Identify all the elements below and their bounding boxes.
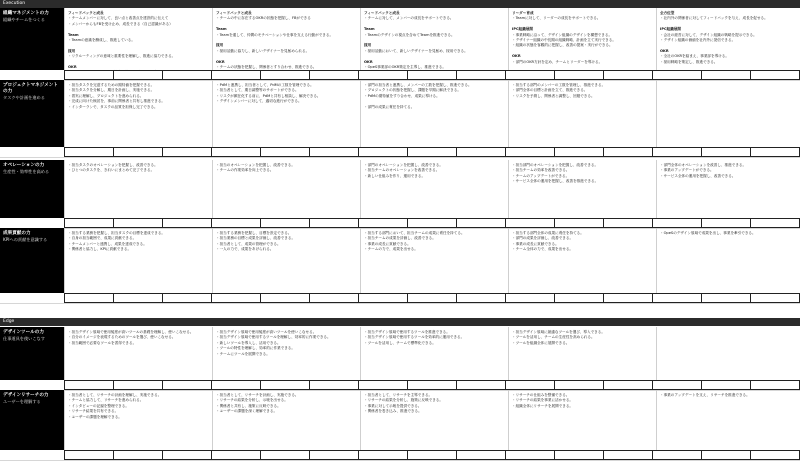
row-label	[0, 327, 64, 380]
score-input-box[interactable]	[113, 218, 162, 228]
score-input-box[interactable]	[750, 450, 800, 460]
score-input-box[interactable]	[309, 218, 358, 228]
criteria-cell	[360, 327, 508, 380]
cell-text: ・担当タスクのオペレーションを把握し、改善できる。	[68, 163, 158, 167]
criteria-cell	[360, 80, 508, 147]
score-input-box[interactable]	[456, 450, 505, 460]
cell-text: ・完成に向けた検討を、事前に関係者と共有し推進できる。	[68, 99, 166, 104]
score-input-box[interactable]	[505, 450, 554, 460]
score-input-box[interactable]	[113, 147, 162, 157]
cell-heading: 採用	[216, 43, 224, 48]
criteria-cell	[656, 228, 804, 293]
score-input-box[interactable]	[113, 450, 162, 460]
score-input-box[interactable]	[113, 293, 162, 303]
criteria-cell	[360, 228, 508, 293]
row-label-title: デザインツールの力	[3, 330, 44, 335]
criteria-cell	[212, 80, 360, 147]
cell-text: ・担当デザイン領域に最適なツールを選び、導入できる。	[512, 330, 605, 334]
row-label-title: 成果貢献の力	[3, 231, 31, 236]
cell-text: ・採用戦略を策定し、推進できる。	[660, 59, 718, 64]
row-label-title: プロジェクトマネジメントの力	[3, 83, 58, 94]
score-input-box[interactable]	[211, 293, 260, 303]
cell-text: ・サービス全体の運用を把握し、改善できる。	[660, 173, 736, 178]
score-input-box[interactable]	[456, 380, 505, 390]
criteria-cell	[64, 8, 212, 70]
criteria-cell	[508, 327, 656, 380]
cell-text: ・事業戦略に沿って、デザイン組織のデザインを構想できる。	[512, 32, 613, 37]
score-input-row	[64, 147, 800, 157]
row-label-title: オペレーションの力	[3, 163, 45, 168]
cell-text: ・担当タスクを分解し、期日を計画し、実施できる。	[68, 88, 155, 93]
cell-text: ・リサーチの仕組みを整備できる。	[512, 393, 570, 397]
score-input-box[interactable]	[505, 293, 554, 303]
cell-text: ・担当デザイン領域で使用するツールを効率的に運用できる。	[364, 335, 465, 340]
cell-text: ・会社の経営に対して、デザイン組織の戦略を提示できる。	[660, 32, 757, 37]
criteria-cell	[64, 228, 212, 293]
row-label	[0, 390, 64, 450]
criteria-cell	[508, 228, 656, 293]
cell-text: ・リサーチの結果を事業に活かせる。	[512, 398, 574, 403]
score-input-box[interactable]	[64, 147, 113, 157]
cell-text: ・リサーチ結果を共有できる。	[68, 409, 119, 414]
cell-text: ・全社のOKRを踏まえ、事業部を導ける。	[660, 54, 729, 59]
score-input-box[interactable]	[652, 380, 701, 390]
cell-text: ・担当業務の目標と成果を評価し、改善できる。	[216, 236, 296, 241]
score-input-box[interactable]	[260, 450, 309, 460]
score-input-box[interactable]	[505, 380, 554, 390]
cell-text: ・チームの作業効率を向上できる。	[216, 168, 274, 173]
cell-heading: OKR	[364, 59, 373, 64]
score-input-row	[64, 70, 800, 80]
score-input-box[interactable]	[407, 147, 456, 157]
cell-text: ・担当者として、期日調整等のサポートができる。	[216, 88, 299, 93]
score-input-box[interactable]	[64, 218, 113, 228]
score-input-box[interactable]	[407, 450, 456, 460]
cell-text: ・担当する部門全体の成果に責任を持てる。	[512, 231, 584, 235]
cell-text: ・チームメンバーと連携し、成果を達成できる。	[68, 241, 147, 246]
score-input-box[interactable]	[456, 70, 505, 80]
row-divider	[0, 157, 800, 158]
score-input-box[interactable]	[750, 70, 800, 80]
row-label-title: デザインリサーチの力	[3, 393, 49, 398]
cell-text: ・ツールを組織全体に展開できる。	[512, 340, 570, 345]
score-input-box[interactable]	[211, 147, 260, 157]
cell-text: ・ツールの特性を理解し、効率的に作業できる。	[216, 346, 295, 351]
cell-text: ・着実に理解し、プロジェクトを進められる。	[68, 93, 144, 98]
cell-text: ・部門全体の目標と計画を立て、推進できる。	[512, 88, 588, 93]
cell-heading: 採用	[364, 43, 372, 48]
cell-text: ・チームにツールを展開できる。	[216, 351, 270, 356]
cell-heading: IPC組織展開	[512, 27, 533, 32]
row-label-subtitle: 組織やチームをつくる	[3, 17, 45, 22]
score-input-box[interactable]	[701, 70, 750, 80]
cell-text: ・担当チームの成果を評価し、改善できる。	[364, 236, 436, 241]
criteria-cell	[360, 8, 508, 70]
score-input-box[interactable]	[358, 450, 407, 460]
score-input-box[interactable]	[505, 70, 554, 80]
score-input-box[interactable]	[456, 218, 505, 228]
cell-heading: フィードバックと成長	[68, 11, 104, 15]
cell-heading: リーダー育成	[512, 11, 534, 15]
score-input-box[interactable]	[750, 218, 800, 228]
criteria-cell	[508, 80, 656, 147]
score-input-box[interactable]	[652, 450, 701, 460]
cell-text: ・デザイナー組織の中長期の組織戦略、計画を立て実行できる。	[512, 38, 616, 43]
section-header-execution: Execution	[0, 0, 800, 8]
cell-text: ・チームメンバーに対して、良い点と改善点を建設的に伝えて	[68, 16, 169, 21]
cell-text: ・担当部門のオペレーションを把握し、改善できる。	[512, 163, 599, 167]
score-input-box[interactable]	[603, 380, 652, 390]
criteria-cell	[212, 8, 360, 70]
score-input-box[interactable]	[701, 147, 750, 157]
cell-text: ・担当デザイン領域で使用頻度が高いツールの基礎を理解し、使いこなせる。	[68, 330, 194, 334]
score-input-box[interactable]	[260, 380, 309, 390]
cell-text: ・担当者として、リサーチを主導できる。	[364, 393, 433, 397]
cell-text: ・チームの状態を把握し、関係者とすり合わせ、推進できる。	[216, 65, 317, 70]
cell-text: ・PdMと連携し、担当者として、PdMの工数を管理できる。	[216, 83, 314, 87]
cell-text: ・担当デザイン領域で使用するツールを推進できる。	[364, 330, 450, 334]
cell-text: ・担当する部門において、担当チームの成果に責任を持てる。	[364, 231, 465, 235]
score-input-box[interactable]	[456, 147, 505, 157]
cell-text: ・担当者として、成果の管理ができる。	[216, 241, 281, 246]
cell-text: ・チームのアップデートができる。	[512, 173, 570, 178]
row-label-subtitle: 仕事道具を使いこなす	[3, 336, 45, 341]
score-input-box[interactable]	[309, 147, 358, 157]
score-input-box[interactable]	[260, 293, 309, 303]
cell-text: ・関係者と共有し、施策に反映できる。	[216, 403, 281, 408]
criteria-cell	[656, 8, 804, 70]
score-input-box[interactable]	[701, 450, 750, 460]
cell-text: ・関係者と協力し、KPIに貢献できる。	[68, 247, 132, 252]
score-input-box[interactable]	[309, 450, 358, 460]
score-input-box[interactable]	[64, 380, 113, 390]
score-input-box[interactable]	[750, 380, 800, 390]
score-input-box[interactable]	[113, 380, 162, 390]
score-input-box[interactable]	[554, 218, 603, 228]
cell-text: ・部門の成果に責任を持てる。	[364, 104, 415, 109]
criteria-cell	[508, 160, 656, 218]
cell-text: ・部門全体のオペレーションを改善し、推進できる。	[660, 163, 747, 167]
score-input-box[interactable]	[162, 70, 211, 80]
cell-text: ・チーム全体の力で、成果を出せる。	[512, 247, 574, 252]
score-input-box[interactable]	[652, 147, 701, 157]
score-input-box[interactable]	[652, 70, 701, 80]
score-input-box[interactable]	[64, 70, 113, 80]
criteria-cell	[656, 160, 804, 218]
criteria-cell	[508, 390, 656, 450]
criteria-cell	[64, 390, 212, 450]
cell-text: ・事業のアップデートができる。	[660, 168, 714, 173]
criteria-cell	[212, 228, 360, 293]
score-input-box[interactable]	[407, 218, 456, 228]
cell-text: ・PdMの期待値をすり合わせ、成果に導ける。	[364, 93, 440, 98]
cell-text: ・部門のOKR方針を定め、チームとリーダーを導ける。	[512, 59, 603, 64]
row-label	[0, 228, 64, 293]
criteria-cell	[212, 160, 360, 218]
criteria-cell	[360, 390, 508, 450]
cell-text: ・担当チームの効率を改善できる。	[512, 168, 570, 173]
cell-text: ・プロジェクトの状態を把握し、課題を早期に解決できる。	[364, 88, 461, 93]
cell-text: ・Teamに対して、リーダーの成長をサポートできる。	[512, 16, 601, 21]
criteria-cell	[656, 390, 804, 450]
score-input-box[interactable]	[260, 147, 309, 157]
score-input-box[interactable]	[260, 70, 309, 80]
score-input-box[interactable]	[358, 70, 407, 80]
cell-heading: フィードバックと成長	[364, 11, 400, 15]
score-input-box[interactable]	[260, 218, 309, 228]
score-input-box[interactable]	[603, 70, 652, 80]
cell-text: ・チームの中に存在するOKRの状態を把握し、FBができる	[216, 16, 311, 21]
criteria-cell	[360, 160, 508, 218]
criteria-cell	[656, 80, 804, 147]
cell-text: ・ユーザーの課題を理解できる。	[68, 414, 122, 419]
cell-text: ・担当タスクを完遂するための期待値を把握できる。	[68, 83, 155, 87]
score-input-box[interactable]	[162, 380, 211, 390]
cell-text: ・事業のアップデートを支え、リサーチを推進できる。	[660, 393, 750, 397]
row-label-subtitle: タスクや計画を進める	[3, 95, 45, 100]
criteria-cell	[64, 327, 212, 380]
cell-text: ・事業の成長に貢献できる。	[364, 241, 411, 246]
cell-text: ・関係者を巻き込み、推進できる。	[364, 409, 422, 414]
cell-text: ・Teamのデザインの視点を含めてTeamを推進できる。	[364, 32, 455, 37]
score-input-box[interactable]	[554, 147, 603, 157]
cell-text: ・リスクを予測し、関係者と調整し、回避できる。	[512, 93, 595, 98]
score-input-box[interactable]	[505, 218, 554, 228]
cell-text: ・Teamの意識を醸成し、推進している。	[68, 38, 135, 43]
cell-text: ・ツールを活用し、チームの生産性を高められる。	[512, 335, 595, 340]
cell-text: ・組織の状態を客観的に把握し、改善の提案・実行ができる。	[512, 43, 613, 48]
cell-heading: Team	[364, 27, 375, 32]
cell-heading: IPC組織展開	[660, 27, 681, 32]
cell-text: ・担当デザイン領域で使用するツールを理解し、効率的に作業できる。	[216, 335, 331, 340]
score-input-box[interactable]	[603, 147, 652, 157]
score-input-box[interactable]	[162, 147, 211, 157]
cell-text: ・採用活動において、新しいデザイナーを見極め、採用できる。	[364, 48, 468, 53]
cell-text: ・デザインメンバーに対して、適切な進行ができる。	[216, 99, 302, 104]
criteria-cell	[64, 80, 212, 147]
criteria-cell	[64, 160, 212, 218]
cell-text: ・担当チームのオペレーションを改善できる。	[364, 168, 440, 173]
score-input-box[interactable]	[113, 70, 162, 80]
score-input-box[interactable]	[652, 218, 701, 228]
row-label-title: 組織マネジメントの力	[3, 11, 49, 16]
cell-text: ・リスクが顕在化する前に、PdMと共有し相談し、解決できる。	[216, 93, 321, 98]
score-input-box[interactable]	[554, 450, 603, 460]
score-input-box[interactable]	[162, 218, 211, 228]
score-input-box[interactable]	[309, 70, 358, 80]
row-label	[0, 80, 64, 147]
criteria-cell	[212, 390, 360, 450]
cell-text: ・事業に対して示唆を提供できる。	[364, 403, 422, 408]
score-input-box[interactable]	[358, 218, 407, 228]
row-divider	[0, 303, 800, 304]
cell-text: ・部門のオペレーションを把握し、改善できる。	[364, 163, 443, 167]
score-input-box[interactable]	[701, 293, 750, 303]
cell-text: ・ユーザーの課題を深く理解できる。	[216, 409, 278, 414]
score-input-box[interactable]	[64, 293, 113, 303]
score-input-row	[64, 218, 800, 228]
cell-text: ・組織全体にリサーチを展開できる。	[512, 403, 574, 408]
cell-text: ・ひとつのタスクを、きれいにまとめて完了できる。	[68, 168, 155, 173]
score-input-box[interactable]	[358, 147, 407, 157]
cell-heading: OKR	[660, 48, 669, 53]
score-input-box[interactable]	[211, 450, 260, 460]
cell-text: ・自身の担当範囲で、成果に貢献できる。	[68, 236, 137, 241]
cell-heading: 採用	[68, 48, 76, 53]
row-label	[0, 160, 64, 218]
score-input-row	[64, 293, 800, 303]
cell-heading: Team	[68, 32, 79, 37]
score-input-box[interactable]	[554, 70, 603, 80]
cell-heading: 全方位型	[660, 11, 675, 15]
cell-text: ・チームと協力して、リサーチを進められる。	[68, 398, 144, 403]
score-input-box[interactable]	[211, 218, 260, 228]
cell-heading: フィードバックと成長	[216, 11, 252, 15]
score-input-box[interactable]	[701, 218, 750, 228]
cell-text: ・チームに対して、メンバーの成長をサポートできる。	[364, 16, 454, 21]
section-header-edge: Edge	[0, 318, 800, 326]
row-label-subtitle: KPIへの貢献を意識する	[3, 237, 48, 242]
cell-text: ・部門の成果を評価し、改善できる。	[512, 236, 574, 241]
cell-text: ・Teamを通して、仲間のモチベーションや仕事を支える行動ができる。	[216, 32, 334, 37]
cell-text: ・担当者として、リサーチの計画を理解し、実施できる。	[68, 393, 162, 397]
score-input-box[interactable]	[162, 450, 211, 460]
cell-text: ・リクルーティングの意味と重要性を理解し、推進に協力できる。	[68, 54, 176, 59]
score-input-row	[64, 380, 800, 390]
cell-heading: Team	[216, 27, 227, 32]
score-input-box[interactable]	[309, 380, 358, 390]
cell-text: ・チームの力で、成果を出せる。	[364, 247, 418, 252]
cell-text: ・担当する業務を把握し、目標を設定できる。	[216, 231, 292, 235]
row-label-subtitle: 生産性・効率性を高める	[3, 169, 50, 174]
score-input-row	[64, 450, 800, 460]
cell-heading: OKR	[216, 59, 225, 64]
cell-text: ・担当する業務を把握し、担当タスクの目標を達成できる。	[68, 231, 166, 235]
row-label	[0, 8, 64, 70]
cell-text: ・部門の担当者と連携し、メンバーの工数を把握し、推進できる。	[364, 83, 472, 87]
criteria-cell	[508, 8, 656, 70]
score-input-box[interactable]	[603, 293, 652, 303]
score-input-box[interactable]	[211, 380, 260, 390]
score-input-box[interactable]	[505, 147, 554, 157]
cell-text: ・インタビューの記録を整理できる。	[68, 403, 129, 408]
cell-text: ・ツールを活用し、チームで標準化できる。	[364, 340, 436, 345]
score-input-box[interactable]	[309, 293, 358, 303]
cell-text: ・担当者として、リサーチを計画し、実施できる。	[216, 393, 299, 397]
cell-text: ・担当範囲で必要なツールを習得できる。	[68, 340, 137, 345]
score-input-box[interactable]	[358, 293, 407, 303]
criteria-cell	[212, 327, 360, 380]
cell-text: ・リサーチの結果を分析し、施策に反映できる。	[364, 398, 443, 403]
row-label-subtitle: ユーザーを理解する	[3, 399, 41, 404]
cell-heading: OKR	[68, 65, 77, 70]
score-input-box[interactable]	[407, 380, 456, 390]
score-input-box[interactable]	[211, 70, 260, 80]
score-input-box[interactable]	[603, 218, 652, 228]
cell-text: ・インターランで、タスクの品質を担保し完了できる。	[68, 104, 158, 109]
cell-text: ・担当デザイン領域で使用頻度が高いツールを使いこなせる。	[216, 330, 317, 334]
score-input-box[interactable]	[750, 293, 800, 303]
cell-text: ・デザイン組織の価値を社内外に発信できる。	[660, 38, 736, 43]
cell-text: ・担当のオペレーションを把握し、改善できる。	[216, 163, 295, 167]
score-input-box[interactable]	[750, 147, 800, 157]
cell-text: ・社内外の関係者に対してフィードバックを与え、成長を促せる。	[660, 16, 768, 21]
score-input-box[interactable]	[554, 293, 603, 303]
cell-text: ・一人の力で、成果をあげられる。	[216, 247, 274, 252]
cell-text: ・担当する部門のメンバーの工数を管理し、推進できる。	[512, 83, 606, 87]
cell-text: ・新しいツールを導入し、活用できる。	[216, 340, 281, 345]
cell-heading: OKR	[512, 54, 521, 59]
score-input-box[interactable]	[652, 293, 701, 303]
score-input-box[interactable]	[407, 70, 456, 80]
cell-text: ・新しい仕組みを作り、運用できる。	[364, 173, 426, 178]
score-input-box[interactable]	[407, 293, 456, 303]
score-input-box[interactable]	[358, 380, 407, 390]
score-input-box[interactable]	[456, 293, 505, 303]
cell-text: ・OpeSのデザイン領域で成果を出し、事業を牽引できる。	[660, 231, 756, 235]
score-input-box[interactable]	[64, 450, 113, 460]
score-input-box[interactable]	[701, 380, 750, 390]
cell-text: ・OpeS事業部のOKR策定を主導し、推進できる。	[364, 65, 446, 70]
score-input-box[interactable]	[603, 450, 652, 460]
score-input-box[interactable]	[162, 293, 211, 303]
cell-text: ・メンバーからもFBを受け止め、成長できる（自己認識がある）	[68, 21, 173, 26]
score-input-box[interactable]	[554, 380, 603, 390]
cell-text: ・自分のイメージを表現するためのツールを選び、使いこなせる。	[68, 335, 176, 340]
cell-text: ・サービス全体の運用を把握し、改善を推進できる。	[512, 179, 599, 184]
cell-text: ・採用活動に協力し、新しいデザイナーを見極められる。	[216, 48, 310, 53]
cell-text: ・リサーチの結果を分析し、示唆を出せる。	[216, 398, 288, 403]
criteria-cell	[656, 327, 804, 380]
cell-text: ・事業の成長に貢献できる。	[512, 241, 559, 246]
